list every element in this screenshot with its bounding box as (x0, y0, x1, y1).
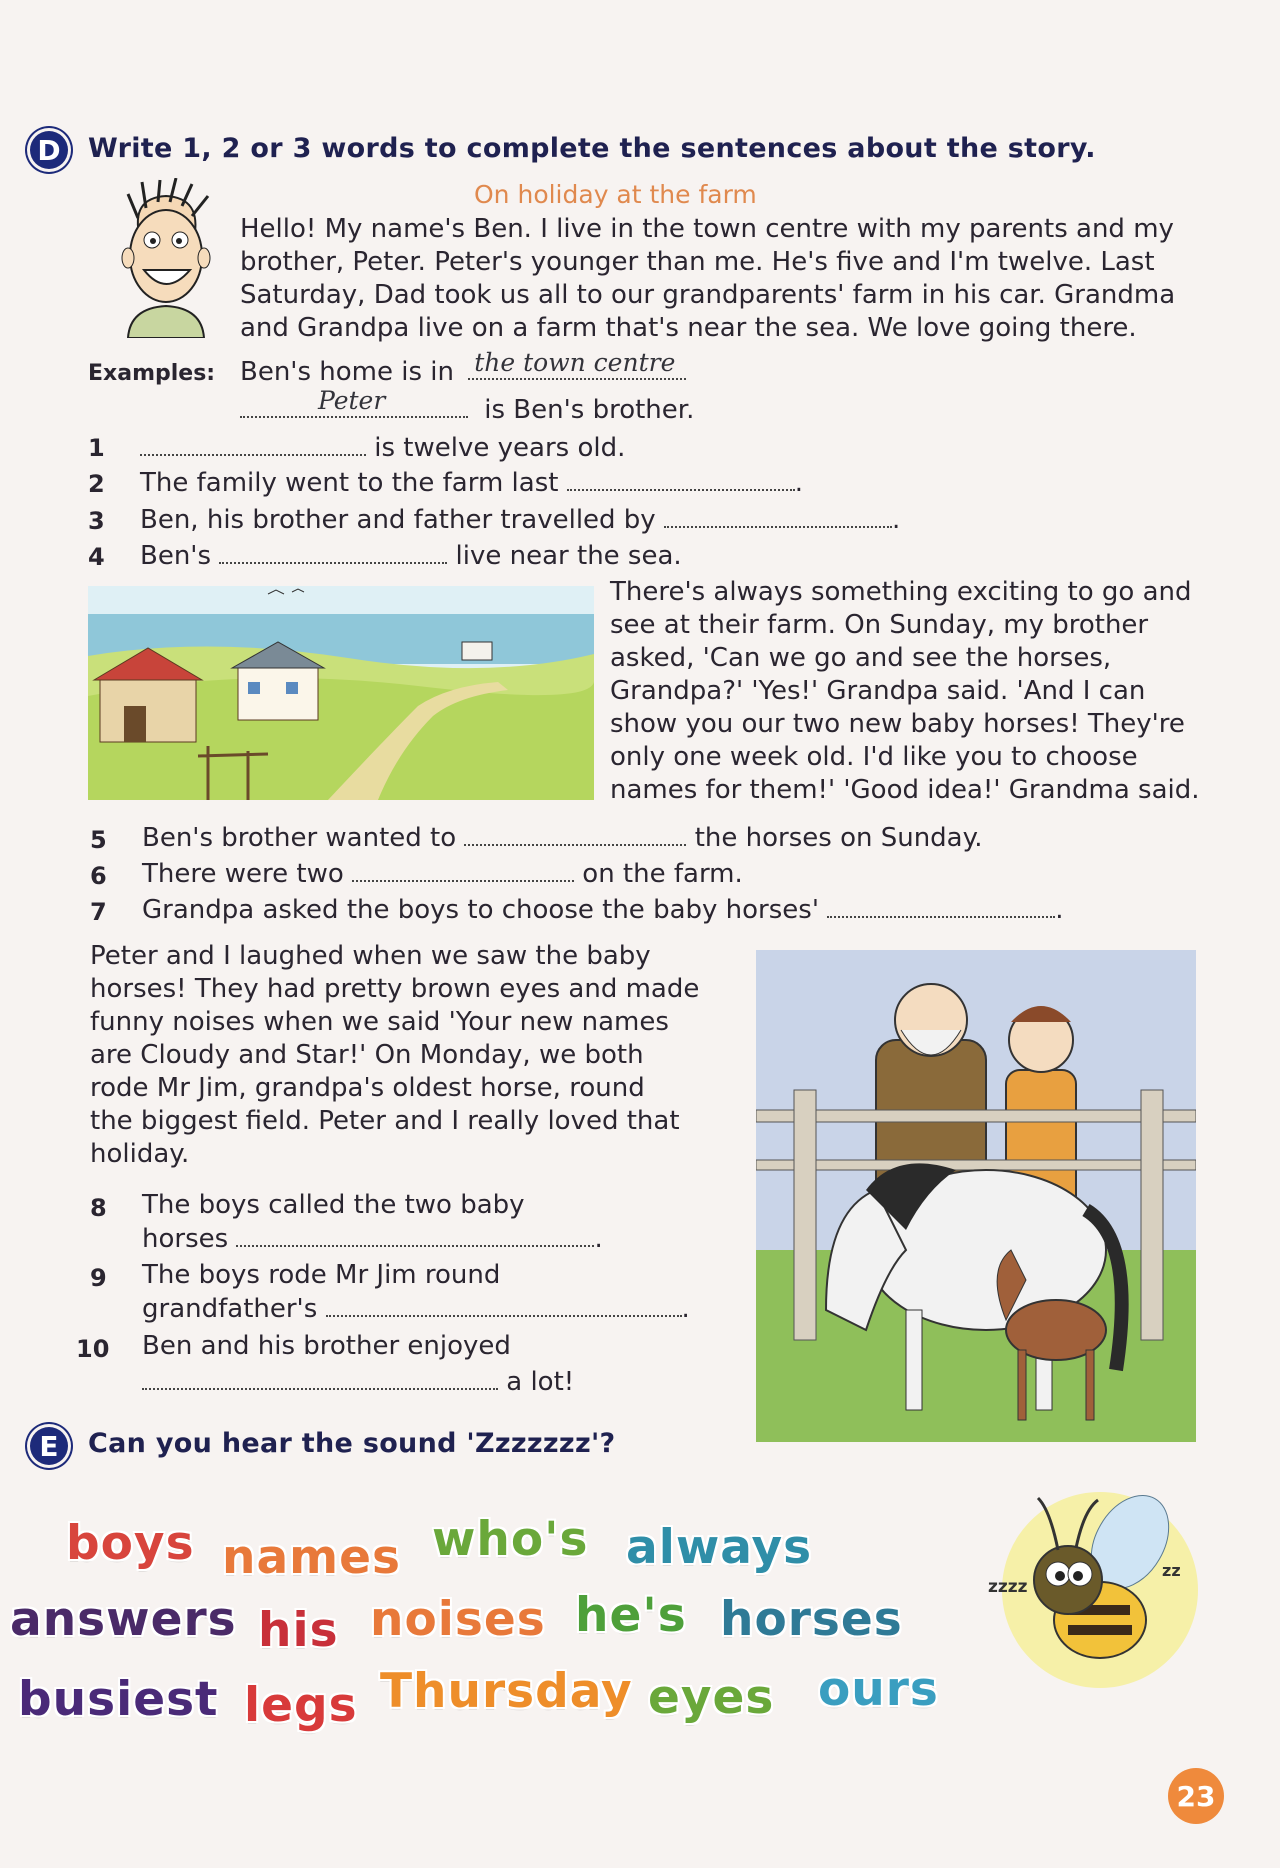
bee-illustration (980, 1470, 1210, 1700)
question-3-blank[interactable] (664, 504, 892, 528)
question-2 (140, 467, 803, 500)
section-d-badge: D (30, 131, 68, 169)
word-thursday: Thursday (380, 1664, 633, 1719)
story-line: and Grandpa live on a farm that's near the sea. We love going there. (240, 313, 1137, 343)
question-10-line2 (142, 1366, 574, 1399)
question-7-blank[interactable] (827, 894, 1055, 918)
example-1-blank (468, 348, 686, 380)
buzz-left-text: zzzz (988, 1577, 1028, 1597)
question-8-period: . (594, 1224, 603, 1254)
story-line: Hello! My name's Ben. I live in the town centre with my parents and my (240, 214, 1174, 244)
question-3-text: Ben, his brother and father travelled by (140, 505, 656, 535)
section-e-instruction: Can you hear the sound 'Zzzzzzz'? (88, 1428, 616, 1459)
example-1 (240, 348, 686, 389)
question-10-blank[interactable] (142, 1366, 498, 1390)
question-10-text: a lot! (506, 1367, 575, 1397)
story-line: only one week old. I'd like you to choose (610, 742, 1138, 772)
story-line: funny noises when we said 'Your new names (90, 1007, 669, 1037)
question-5-text: Ben's brother wanted to (142, 823, 457, 853)
question-9-line2 (142, 1293, 690, 1326)
question-2-period: . (794, 468, 803, 498)
story-line: brother, Peter. Peter's younger than me. He's five and I'm twelve. Last (240, 247, 1155, 277)
example-2-answer: Peter (318, 386, 386, 415)
word-boys: boys (66, 1516, 195, 1571)
story-line: asked, 'Can we go and see the horses, (610, 643, 1112, 673)
story-line: Peter and I laughed when we saw the baby (90, 941, 651, 971)
section-e-badge: E (30, 1427, 68, 1465)
question-9-blank[interactable] (326, 1293, 682, 1317)
question-8-line2 (142, 1223, 603, 1256)
question-4-blank[interactable] (219, 540, 447, 564)
story-line: names for them!' 'Good idea!' Grandma said. (610, 775, 1200, 805)
question-9-period: . (681, 1294, 690, 1324)
question-7-text: Grandpa asked the boys to choose the baby horses' (142, 895, 819, 925)
question-9-line1: The boys rode Mr Jim round (142, 1260, 501, 1290)
story-paragraph-3 (90, 940, 730, 1171)
question-3-number: 3 (88, 507, 105, 535)
ben-cartoon-illustration (110, 178, 222, 338)
story-line: rode Mr Jim, grandpa's oldest horse, round (90, 1073, 645, 1103)
question-9-number: 9 (90, 1264, 107, 1292)
question-2-number: 2 (88, 470, 105, 498)
word-always: always (626, 1520, 813, 1575)
buzz-right-text: zz (1162, 1561, 1181, 1580)
example-1-text: Ben's home is in (240, 357, 454, 387)
question-4-after: live near the sea. (455, 541, 682, 571)
question-7-period: . (1055, 895, 1064, 925)
question-6-text: There were two (142, 859, 344, 889)
examples-label: Examples: (88, 361, 216, 386)
question-10-line1: Ben and his brother enjoyed (142, 1331, 511, 1361)
story-title: On holiday at the farm (474, 180, 757, 209)
example-2-blank (240, 386, 468, 418)
word-legs: legs (244, 1678, 358, 1733)
word-noises: noises (370, 1592, 546, 1647)
question-8-text: horses (142, 1224, 229, 1254)
story-paragraph-2 (610, 576, 1250, 807)
word-answers: answers (10, 1592, 237, 1647)
question-6-number: 6 (90, 862, 107, 890)
question-4-text: Ben's (140, 541, 212, 571)
question-2-text: The family went to the farm last (140, 468, 559, 498)
word-his: his (258, 1603, 339, 1658)
question-6-blank[interactable] (352, 858, 574, 882)
question-1-number: 1 (88, 434, 105, 462)
word-busiest: busiest (18, 1672, 219, 1727)
farm-landscape-illustration (88, 586, 594, 800)
question-9-text: grandfather's (142, 1294, 318, 1324)
section-d-instruction: Write 1, 2 or 3 words to complete the sentences about the story. (88, 133, 1096, 164)
question-7 (142, 894, 1064, 927)
question-8-blank[interactable] (236, 1223, 594, 1247)
example-2-text: is Ben's brother. (484, 395, 695, 425)
story-line: horses! They had pretty brown eyes and made (90, 974, 700, 1004)
horses-farm-illustration (756, 950, 1196, 1442)
story-line: show you our two new baby horses! They're (610, 709, 1185, 739)
word-whos: who's (432, 1512, 589, 1567)
story-line: Saturday, Dad took us all to our grandparents' farm in his car. Grandma (240, 280, 1176, 310)
story-line: are Cloudy and Star!' On Monday, we both (90, 1040, 644, 1070)
question-6-after: on the farm. (582, 859, 743, 889)
page-number: 23 (1168, 1768, 1224, 1824)
question-3-period: . (891, 505, 901, 535)
word-names: names (222, 1530, 402, 1585)
question-8-line1: The boys called the two baby (142, 1190, 525, 1220)
question-10-number: 10 (76, 1335, 110, 1363)
example-1-answer: the town centre (474, 348, 676, 377)
question-7-number: 7 (90, 898, 107, 926)
word-horses: horses (720, 1592, 903, 1647)
question-4 (140, 540, 682, 573)
question-5-number: 5 (90, 826, 107, 854)
word-ours: ours (818, 1662, 939, 1717)
question-5 (142, 822, 983, 855)
story-intro-paragraph (240, 213, 1240, 345)
question-4-number: 4 (88, 543, 105, 571)
question-5-blank[interactable] (464, 822, 686, 846)
word-eyes: eyes (648, 1670, 775, 1725)
word-hes: he's (575, 1588, 687, 1643)
story-line: There's always something exciting to go and (610, 577, 1192, 607)
story-line: see at their farm. On Sunday, my brother (610, 610, 1149, 640)
story-line: Grandpa?' 'Yes!' Grandpa said. 'And I can (610, 676, 1146, 706)
question-2-blank[interactable] (567, 467, 795, 491)
question-8-number: 8 (90, 1194, 107, 1222)
question-1 (140, 432, 625, 465)
example-2 (240, 386, 695, 427)
question-1-text: is twelve years old. (374, 433, 626, 463)
question-6 (142, 858, 743, 891)
question-5-after: the horses on Sunday. (694, 823, 983, 853)
story-line: holiday. (90, 1139, 190, 1169)
question-1-blank[interactable] (140, 432, 366, 456)
story-line: the biggest field. Peter and I really loved that (90, 1106, 680, 1136)
question-3 (140, 504, 900, 537)
